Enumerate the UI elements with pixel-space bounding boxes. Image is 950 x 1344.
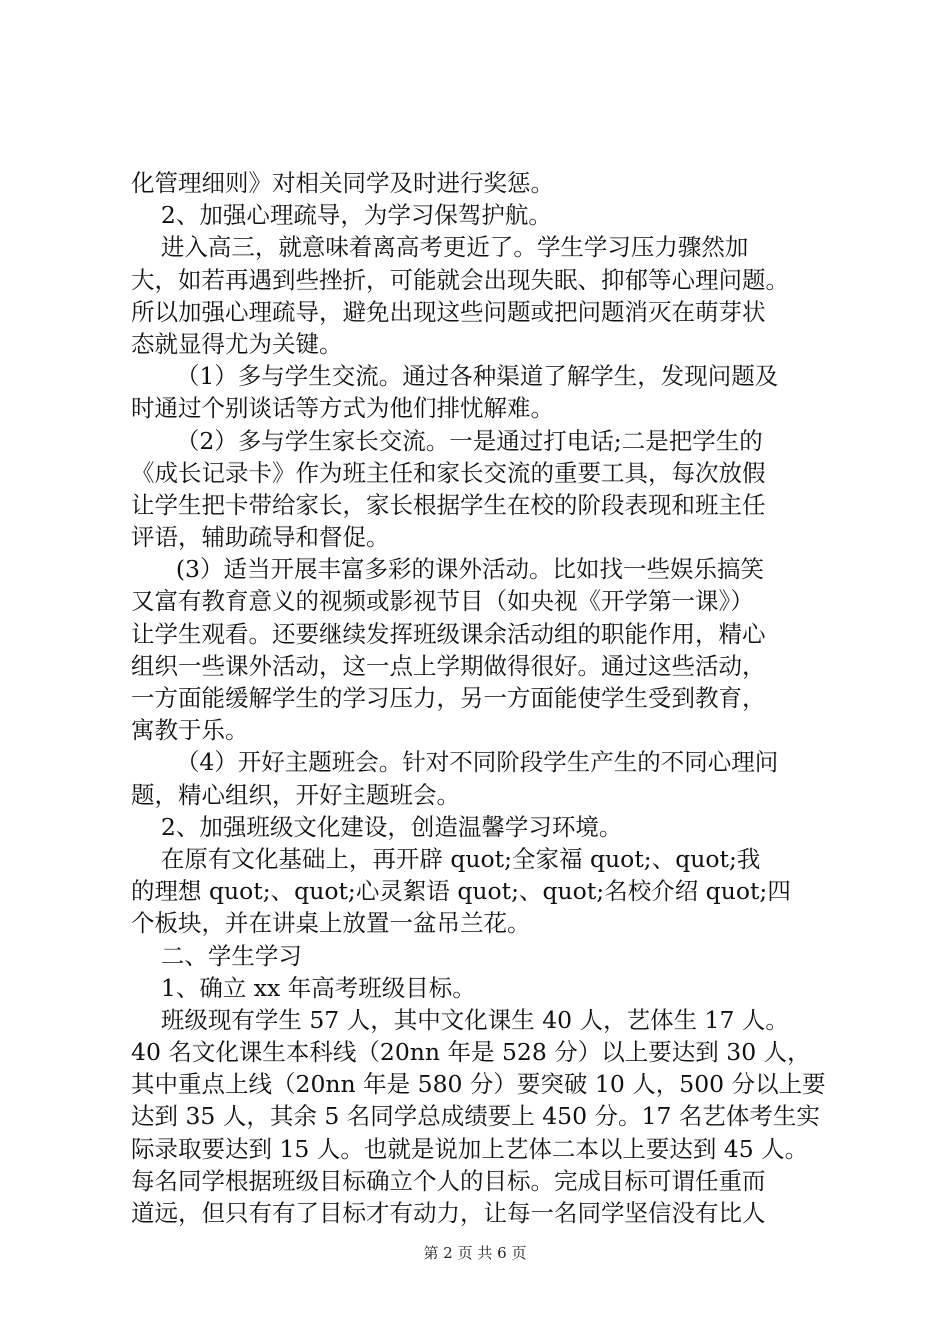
text-line: 《成长记录卡》作为班主任和家长交流的重要工具，每次放假 [131, 458, 766, 487]
text-line: 1、确立 xx 年高考班级目标。 [131, 973, 476, 1002]
text-line: 态就显得尤为关键。 [131, 329, 343, 358]
text-line: 个板块，并在讲桌上放置一盆吊兰花。 [131, 909, 531, 938]
text-line: 每名同学根据班级目标确立个人的目标。完成目标可谓任重而 [131, 1166, 766, 1195]
text-line: 班级现有学生 57 人，其中文化课生 40 人，艺体生 17 人。 [131, 1005, 789, 1034]
page-footer [0, 1242, 950, 1263]
text-line: 让学生观看。还要继续发挥班级课余活动组的职能作用，精心 [131, 619, 766, 648]
text-line: （2）多与学生家长交流。一是通过打电话;二是把学生的 [131, 426, 763, 455]
text-line: 组织一些课外活动，这一点上学期做得很好。通过这些活动， [131, 651, 766, 680]
text-line: 二、学生学习 [131, 941, 302, 970]
text-line: （1）多与学生交流。通过各种渠道了解学生，发现问题及 [131, 362, 779, 391]
text-line: 评语，辅助疏导和督促。 [131, 523, 390, 552]
text-line: 2、加强班级文化建设，创造温馨学习环境。 [131, 812, 623, 841]
text-line: 的理想 quot;、quot;心灵絮语 quot;、quot;名校介绍 quot;四 [131, 877, 791, 906]
text-line: 2、加强心理疏导，为学习保驾护航。 [131, 201, 552, 230]
document-body [131, 167, 831, 1229]
text-line: 在原有文化基础上，再开辟 quot;全家福 quot;、quot;我 [131, 844, 761, 873]
text-line: 其中重点上线（20nn 年是 580 分）要突破 10 人，500 分以上要 [131, 1070, 826, 1099]
page-number: 第 2 页 共 6 页 [423, 1244, 527, 1262]
text-line: 题，精心组织，开好主题班会。 [131, 780, 460, 809]
text-line: 40 名文化课生本科线（20nn 年是 528 分）以上要达到 30 人， [131, 1038, 811, 1067]
text-line: 一方面能缓解学生的学习压力，另一方面能使学生受到教育， [131, 684, 766, 712]
text-line: 达到 35 人，其余 5 名同学总成绩要上 450 分。17 名艺体考生实 [131, 1102, 820, 1131]
text-line: 时通过个别谈话等方式为他们排忧解难。 [131, 394, 554, 423]
text-line: （4）开好主题班会。针对不同阶段学生产生的不同心理问 [131, 748, 779, 777]
text-line: (3）适当开展丰富多彩的课外活动。比如找一些娱乐搞笑 [131, 555, 764, 584]
text-line: 所以加强心理疏导，避免出现这些问题或把问题消灭在萌芽状 [131, 297, 766, 326]
text-line: 大，如若再遇到些挫折，可能就会出现失眠、抑郁等心理问题。 [131, 265, 789, 294]
text-line: 让学生把卡带给家长，家长根据学生在校的阶段表现和班主任 [131, 490, 766, 519]
text-line: 化管理细则》对相关同学及时进行奖惩。 [131, 169, 554, 197]
text-line: 进入高三，就意味着离高考更近了。学生学习压力骤然加 [131, 233, 749, 262]
text-line: 寓教于乐。 [131, 716, 249, 745]
text-line: 际录取要达到 15 人。也就是说加上艺体二本以上要达到 45 人。 [131, 1134, 809, 1163]
text-line: 又富有教育意义的视频或影视节目（如央视《开学第一课》） [131, 587, 754, 616]
text-line: 道远，但只有有了目标才有动力，让每一名同学坚信没有比人 [131, 1199, 766, 1227]
